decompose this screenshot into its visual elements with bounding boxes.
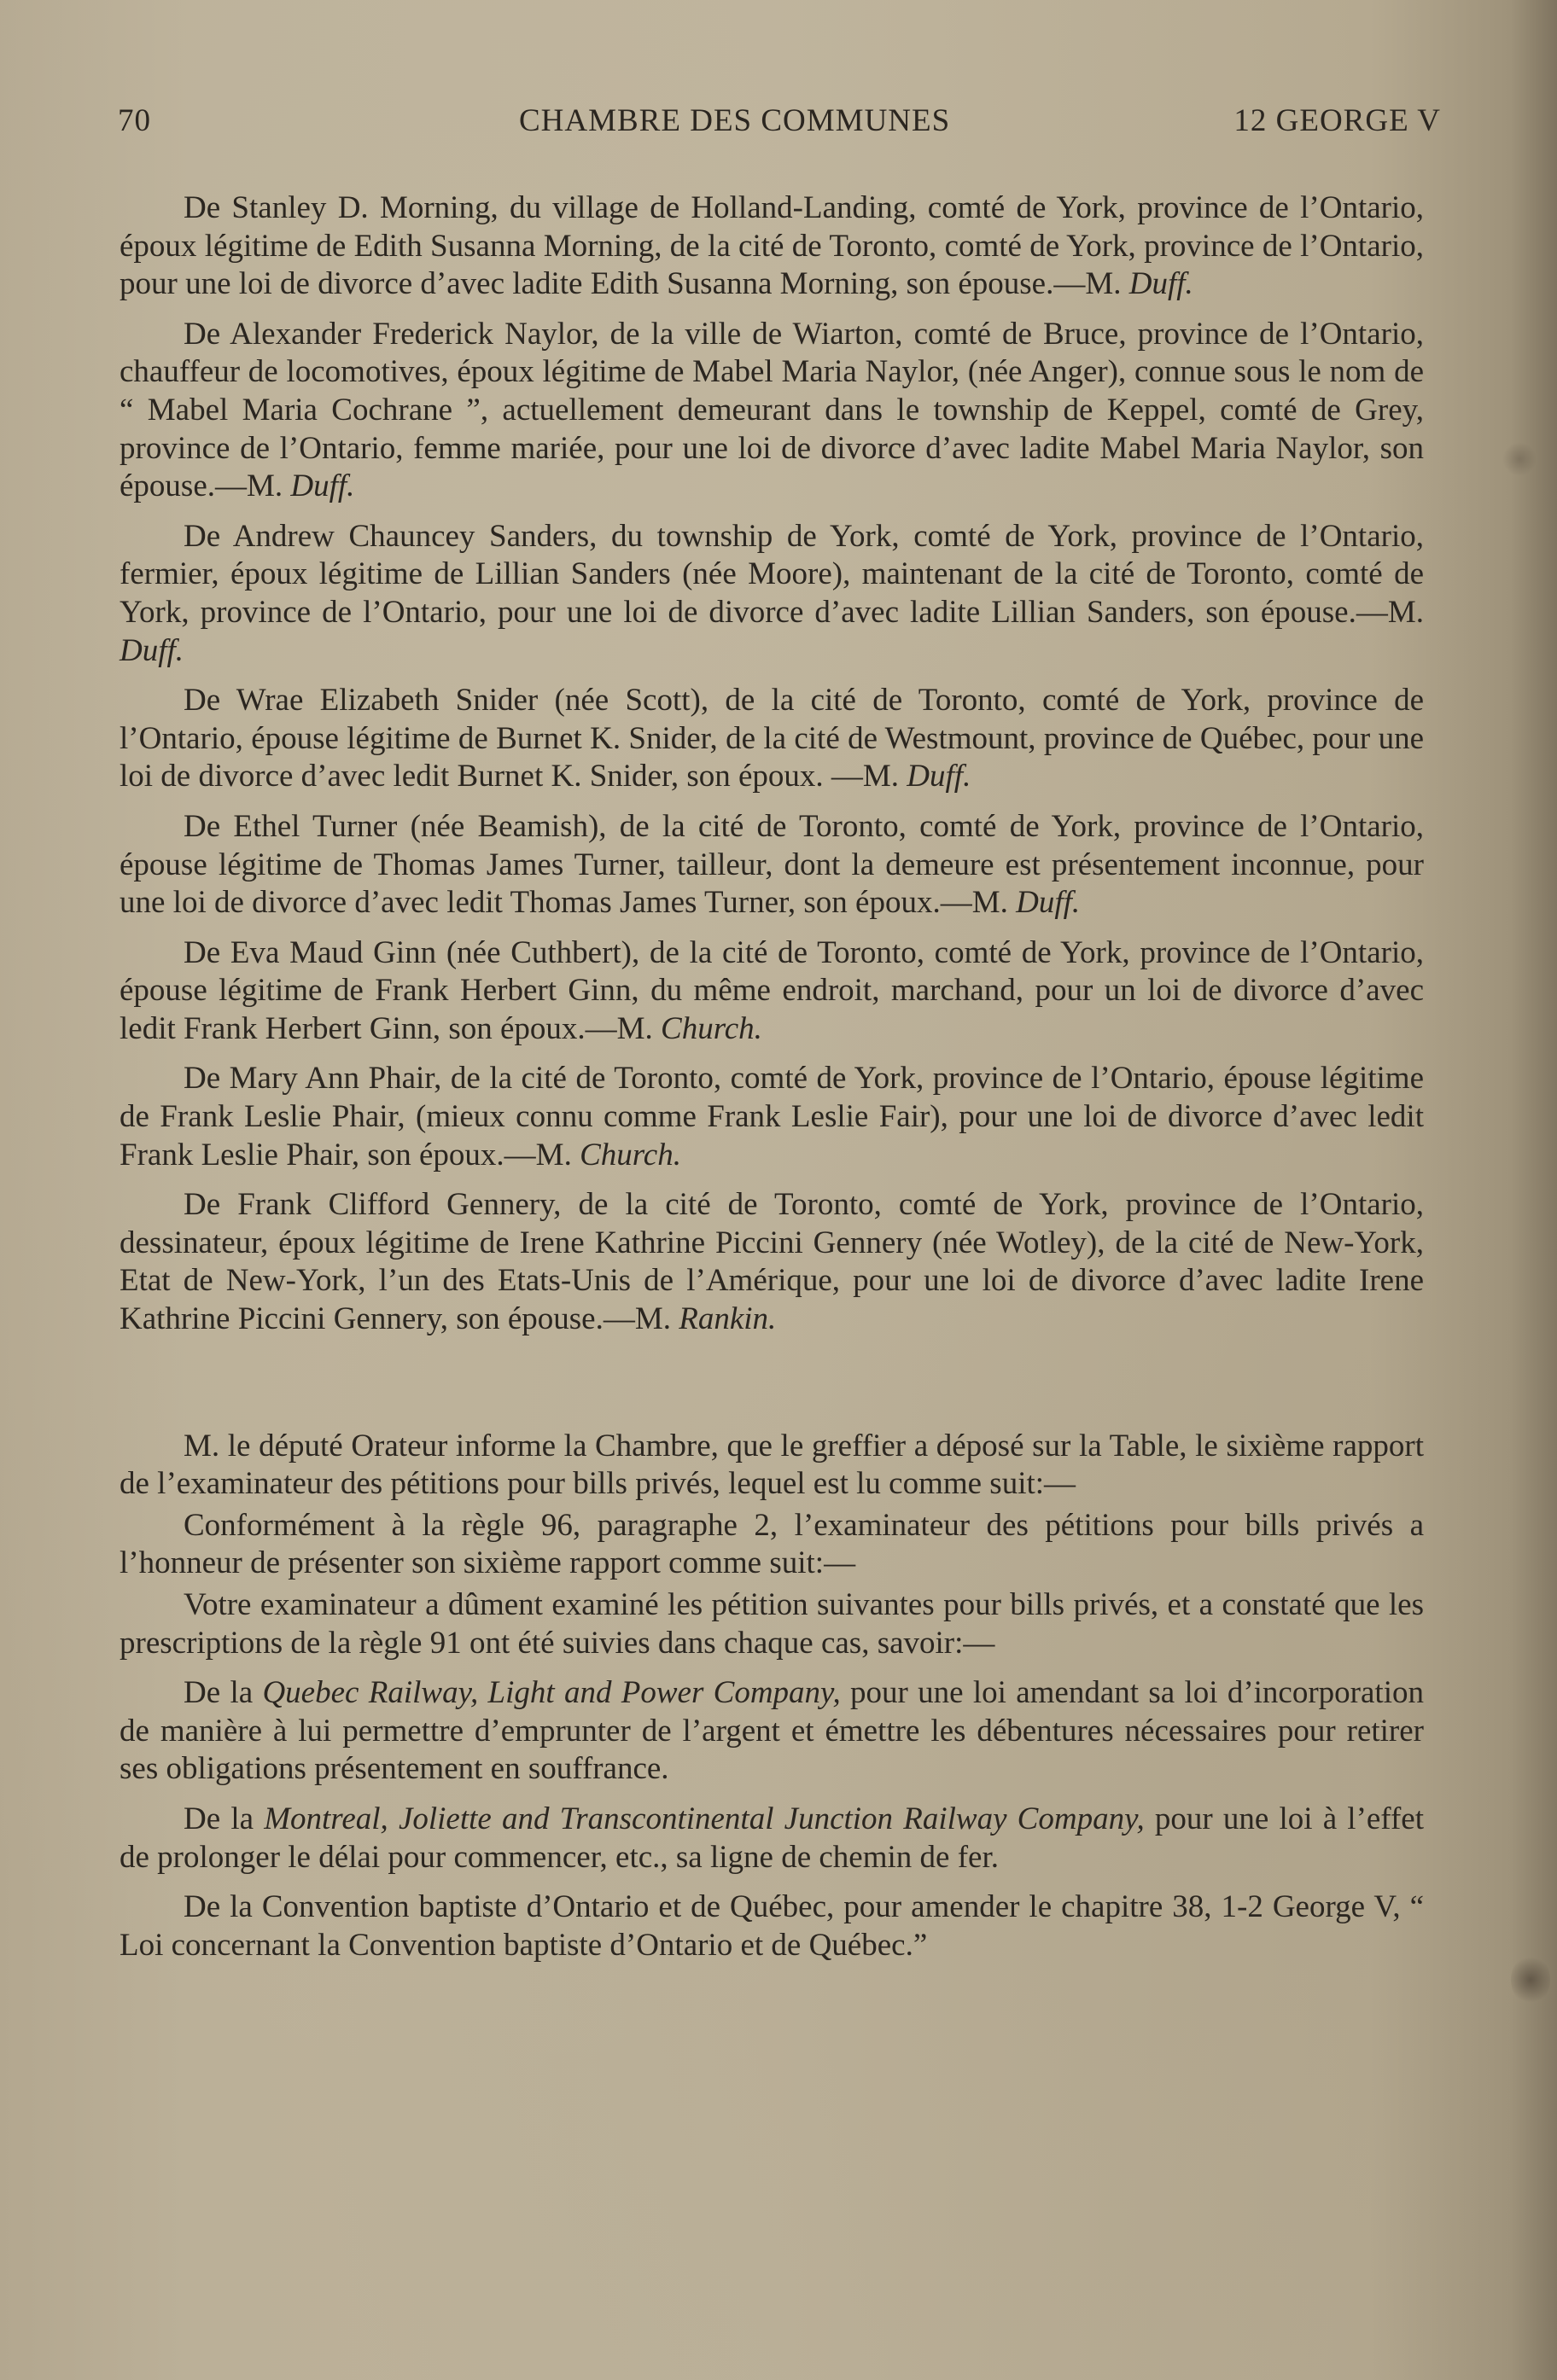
sponsor-name: Rankin.	[679, 1301, 777, 1337]
sponsor-name: Duff.	[290, 468, 355, 504]
sponsor-name: Church.	[661, 1010, 762, 1046]
company-name: Montreal, Joliette and Transcontinental Junction Railway Company,	[264, 1801, 1145, 1836]
report-intro: M. le député Orateur informe la Chambre, que le greffier a déposé sur la Table, le sixième rapport de l’examinateur des pétitions pour bills privés, lequel est lu comme suit:—	[120, 1428, 1424, 1502]
petition-paragraph: De Mary Ann Phair, de la cité de Toronto, comté de York, province de l’Ontario, épouse légitime de Frank Leslie Phair, (mieux connu comme Frank Leslie Fair), pour une loi de divorce d’avec ledit Frank Leslie Phair, son époux.—M. Church.	[120, 1061, 1424, 1173]
report-item: De la Convention baptiste d’Ontario et de Québec, pour amender le chapitre 38, 1-2 George V, “ Loi concernant la Convention baptiste d’Ontario et de Québec.”	[120, 1889, 1424, 1963]
report-item: De la Montreal, Joliette and Transcontinental Junction Railway Company, pour une loi à l’effet de prolonger le délai pour commencer, etc., sa ligne de chemin de fer.	[120, 1801, 1424, 1875]
petition-paragraph: De Stanley D. Morning, du village de Holland-Landing, comté de York, province de l’Ontario, époux légitime de Edith Susanna Morning, de la cité de Toronto, comté de York, province de l’Ontario, pour une loi de divorce d’avec ladite Edith Susanna Morning, son épouse.—M. Duff.	[120, 190, 1424, 302]
header-title: CHAMBRE DES COMMUNES	[519, 103, 951, 138]
header-reign: 12 GEORGE V	[1233, 103, 1441, 138]
petition-paragraph: De Alexander Frederick Naylor, de la ville de Wiarton, comté de Bruce, province de l’Ontario, chauffeur de locomotives, époux légitime de Mabel Maria Naylor, (née Anger), connue sous le nom de “ Mabel Maria Cochrane ”, actuellement demeurant dans le township de Keppel, comté de Grey, province de l’Ontario, femme mariée, pour une loi de divorce d’avec ladite Mabel Maria Naylor, son épouse.—M. Duff.	[120, 316, 1424, 504]
company-name: Quebec Railway, Light and Power Company,	[262, 1675, 841, 1711]
sponsor-name: Church.	[580, 1137, 681, 1173]
document-body	[120, 189, 1424, 1976]
sponsor-name: Duff.	[907, 759, 971, 794]
sponsor-name: Duff.	[1016, 885, 1081, 921]
sponsor-name: Duff.	[1128, 266, 1193, 302]
petition-paragraph: De Andrew Chauncey Sanders, du township de York, comté de York, province de l’Ontario, fermier, époux légitime de Lillian Sanders (née Moore), maintenant de la cité de Toronto, comté de York, province de l’Ontario, pour une loi de divorce d’avec ladite Lillian Sanders, son épouse.—M. Duff.	[120, 518, 1424, 668]
running-header	[118, 102, 1441, 147]
report-finding: Votre examinateur a dûment examiné les pétition suivantes pour bills privés, et a constaté que les prescriptions de la règle 91 ont été suivies dans chaque cas, savoir:—	[120, 1587, 1424, 1661]
page-blemish	[1502, 442, 1537, 476]
petition-paragraph: De Eva Maud Ginn (née Cuthbert), de la cité de Toronto, comté de York, province de l’Ontario, épouse légitime de Frank Herbert Ginn, du même endroit, marchand, pour un loi de divorce d’avec ledit Frank Herbert Ginn, son époux.—M. Church.	[120, 934, 1424, 1046]
report-rule: Conformément à la règle 96, paragraphe 2, l’examinateur des pétitions pour bills privés a l’honneur de présenter son sixième rapport comme suit:—	[120, 1507, 1424, 1581]
page-number: 70	[118, 103, 151, 138]
page-blemish	[1511, 1954, 1550, 2005]
petition-paragraph: De Frank Clifford Gennery, de la cité de Toronto, comté de York, province de l’Ontario, dessinateur, époux légitime de Irene Kathrine Piccini Gennery (née Wotley), de la cité de New-York, Etat de New-York, l’un des Etats-Unis de l’Amérique, pour une loi de divorce d’avec ladite Irene Kathrine Piccini Gennery, son épouse.—M. Rankin.	[120, 1187, 1424, 1337]
report-item: De la Quebec Railway, Light and Power Company, pour une loi amendant sa loi d’incorporation de manière à lui permettre d’emprunter de l’argent et émettre les débentures nécessaires pour retirer ses obligations présentement en souffrance.	[120, 1675, 1424, 1787]
petition-paragraph: De Wrae Elizabeth Snider (née Scott), de la cité de Toronto, comté de York, province de l’Ontario, épouse légitime de Burnet K. Snider, de la cité de Westmount, province de Québec, pour une loi de divorce d’avec ledit Burnet K. Snider, son époux. —M. Duff.	[120, 683, 1424, 794]
petition-paragraph: De Ethel Turner (née Beamish), de la cité de Toronto, comté de York, province de l’Ontario, épouse légitime de Thomas James Turner, tailleur, dont la demeure est présentement inconnue, pour une loi de divorce d’avec ledit Thomas James Turner, son époux.—M. Duff.	[120, 808, 1424, 921]
sponsor-name: Duff.	[120, 632, 184, 668]
